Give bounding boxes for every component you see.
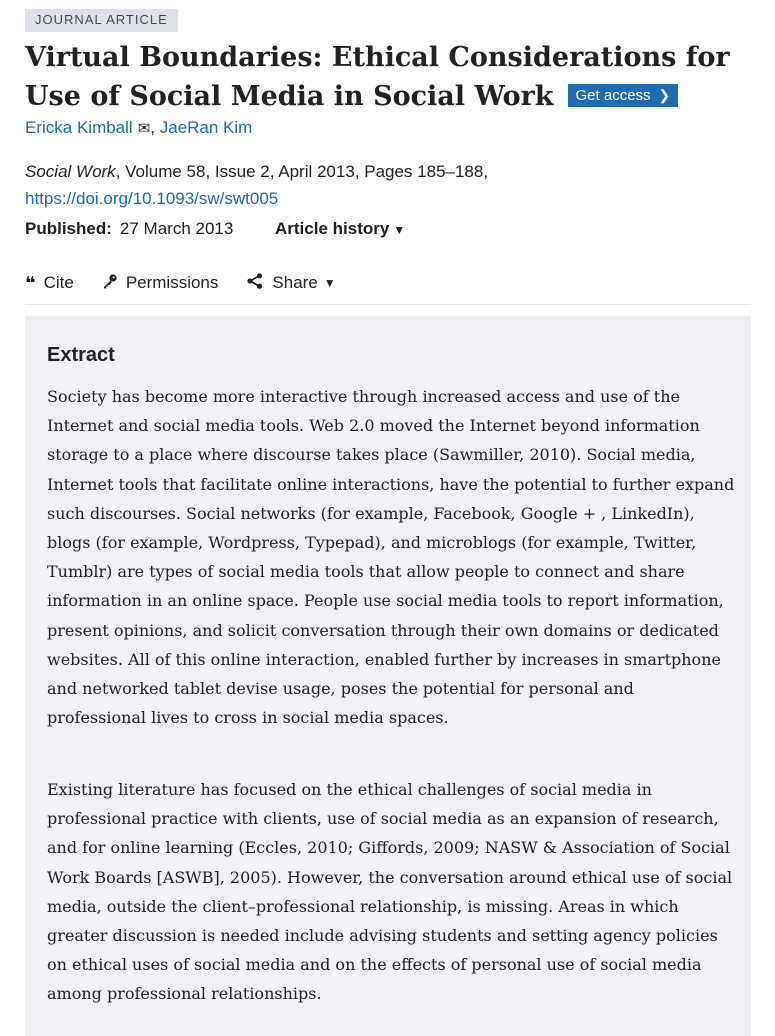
citation-line (25, 159, 488, 185)
article-title (25, 38, 755, 116)
share-icon (246, 272, 264, 295)
share-button[interactable] (246, 272, 335, 295)
author-link[interactable]: JaeRan Kim (159, 118, 253, 137)
extract-panel (25, 316, 751, 1036)
email-icon[interactable]: ✉ (137, 120, 151, 137)
published-label: Published: (25, 219, 112, 238)
journal-name: Social Work (25, 162, 116, 181)
share-label: Share (272, 273, 318, 292)
published-date (25, 216, 233, 242)
published-value: 27 March 2013 (119, 219, 234, 238)
quote-icon: ❝ (25, 272, 36, 293)
doi-link[interactable]: https://doi.org/10.1093/sw/swt005 (25, 189, 279, 208)
article-title-text: Virtual Boundaries: Ethical Considerations for Use of Social Media in Social Work (25, 42, 730, 112)
key-icon (102, 273, 118, 294)
author-list (25, 117, 252, 140)
article-history-label: Article history (275, 219, 390, 238)
permissions-button[interactable] (102, 273, 219, 294)
article-toolbar (25, 270, 364, 296)
permissions-label: Permissions (125, 273, 219, 292)
get-access-button[interactable] (568, 84, 679, 107)
article-type-badge: JOURNAL ARTICLE (25, 9, 178, 32)
section-divider (25, 304, 751, 305)
caret-down-icon: ▼ (323, 276, 336, 290)
extract-paragraph: Existing literature has focused on the ethical challenges of social media in professional practice with clients, use of social media as an expansion of research, and for online learning (Eccles, 2010; Giffords, 2009; NASW & Association of Social Work Boards [ASWB], 2005). However, the conversation around ethical use of social media, outside the client–professional relationship, is missing. Areas in which greater discussion is needed include advising students and setting agency policies on ethical uses of social media and on the effects of personal use of social media among professional relationships. (47, 780, 733, 1004)
citation-details: , Volume 58, Issue 2, April 2013, Pages 185–188, (115, 162, 489, 181)
author-separator: , (150, 118, 160, 137)
chevron-right-icon: ❯ (658, 87, 671, 103)
extract-heading: Extract (47, 344, 115, 366)
cite-button[interactable] (25, 273, 74, 294)
cite-label: Cite (43, 273, 74, 292)
caret-down-icon: ▼ (393, 223, 406, 237)
get-access-label: Get access (575, 87, 651, 104)
extract-paragraph: Society has become more interactive through increased access and use of the Internet and social media tools. Web 2.0 moved the Internet beyond information storage to a place where discourse takes place (Sawmiller, 2010). Social media, Internet tools that facilitate online interactions, have the potential to further expand such discourses. Social networks (for example, Facebook, Google + , LinkedIn), blogs (for example, Wordpress, Typepad), and microblogs (for example, Twitter, Tumblr) are types of social media tools that allow people to connect and share information in an online space. People use social media tools to report information, present opinions, and solicit conversation through their own domains or dedicated websites. All of this online interaction, enabled further by increases in smartphone and networked tablet devise usage, poses the potential for personal and professional lives to cross in social media spaces. (47, 387, 735, 728)
article-history-toggle[interactable] (275, 216, 405, 243)
author-link[interactable]: Ericka Kimball (25, 118, 133, 137)
